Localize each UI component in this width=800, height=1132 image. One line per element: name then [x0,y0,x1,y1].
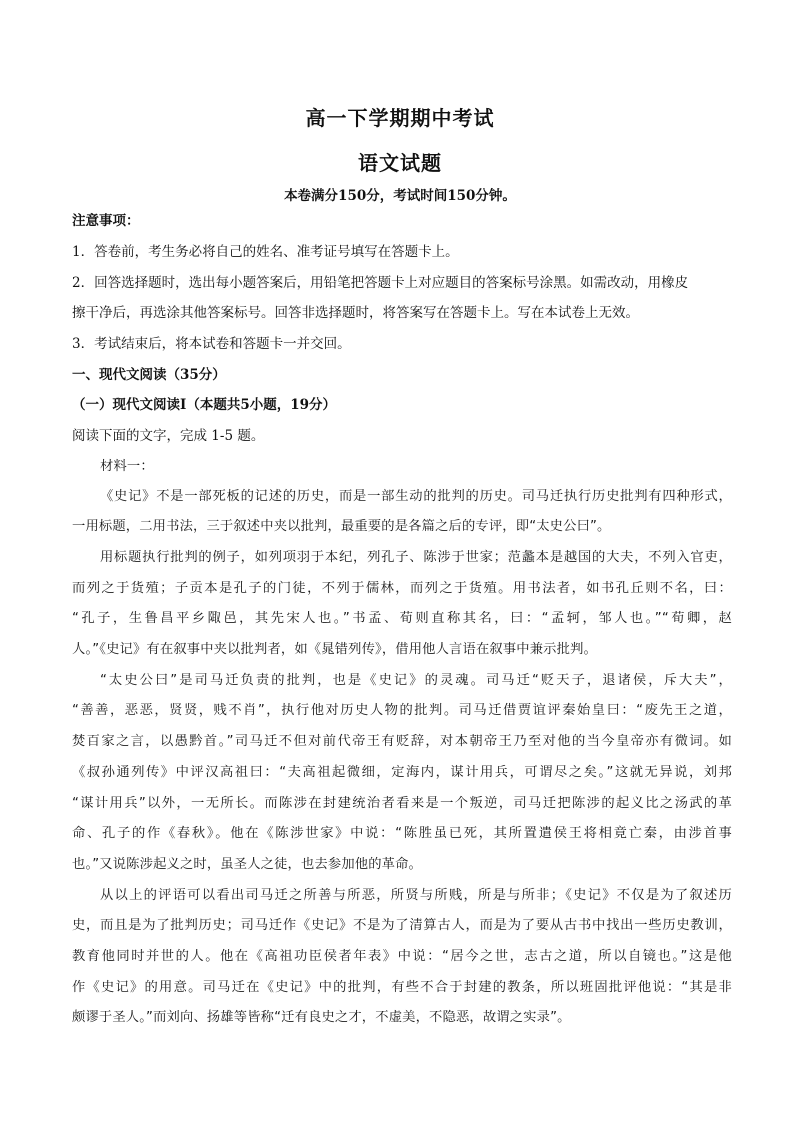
passage-line: 教育他同时并世的人。他在《高祖功臣侯者年表》中说：“居今之世，志古之道，所以自镜也。”这是他 [72,949,732,964]
section-heading: 一、现代文阅读（35分） [72,367,226,383]
passage-line: “谋计用兵”以外，一无所长。而陈涉在封建统治者看来是一个叛逆，司马迁把陈涉的起义比之汤武的革 [72,796,732,811]
material-label: 材料一： [100,459,154,474]
subsection-heading: （一）现代文阅读Ⅰ（本题共5小题，19分） [72,397,336,413]
passage-line: 而列之于货殖；子贡本是孔子的门徒，不列于儒林，而列之于货殖。用书法者，如书孔丘则不名，曰： [72,581,732,596]
passage-line: “孔子，生鲁昌平乡陬邑，其先宋人也。”书孟、荀则直称其名，曰：“孟轲，邹人也。”“荀卿，赵 [72,611,732,626]
passage-line: “太史公曰”是司马迁负责的批判，也是《史记》的灵魂。司马迁“贬天子，退诸侯，斥大夫”， [100,673,732,688]
passage-line: 从以上的评语可以看出司马迁之所善与所恶，所贤与所贱，所是与所非；《史记》不仅是为了叙述历 [100,888,732,903]
passage-line: 《史记》不是一部死板的记述的历史，而是一部生动的批判的历史。司马迁执行历史批判有四种形式， [100,489,732,504]
notes-item: 1．答卷前，考生务必将自己的姓名、准考证号填写在答题卡上。 [72,244,459,260]
passage-line: 史，而且是为了批判历史；司马迁作《史记》不是为了清算古人，而是为了要从古书中找出一些历史教训， [72,918,732,933]
notes-item: 擦干净后，再选涂其他答案标号。回答非选择题时，将答案写在答题卡上。写在本试卷上无效。 [72,305,639,321]
exam-title: 高一下学期期中考试 [305,106,495,130]
passage-line: 焚百家之言，以愚黔首。”司马迁不但对前代帝王有贬辞，对本朝帝王乃至对他的当今皇帝亦有微词。如 [72,734,732,749]
passage-line: 颇谬于圣人。”而刘向、扬雄等皆称“迁有良史之才，不虚美，不隐恶，故谓之实录”。 [72,1010,571,1025]
passage-line: 用标题执行批判的例子，如列项羽于本纪，列孔子、陈涉于世家；范蠡本是越国的大夫，不列入官吏， [100,550,732,565]
passage-line: “善善，恶恶，贤贤，贱不肖”，执行他对历史人物的批判。司马迁借贾谊评秦始皇曰：“废先王之道， [72,703,732,718]
passage-line: 命、孔子的作《春秋》。他在《陈涉世家》中说：“陈胜虽已死，其所置遣侯王将相竟亡秦，由涉首事 [72,826,732,841]
exam-info: 本卷满分150分，考试时间150分钟。 [284,188,516,204]
instruction-text: 阅读下面的文字，完成 1-5 题。 [72,428,265,444]
subject-title: 语文试题 [358,151,442,175]
notes-heading: 注意事项： [72,213,140,229]
passage-line: 一用标题，二用书法，三于叙述中夹以批判，最重要的是各篇之后的专评，即“太史公曰”。 [72,519,611,534]
passage-line: 《叔孙通列传》中评汉高祖曰：“夫高祖起微细，定海内，谋计用兵，可谓尽之矣。”这就无异说，刘邦 [72,765,732,780]
notes-item: 2．回答选择题时，选出每小题答案后，用铅笔把答题卡上对应题目的答案标号涂黑。如需改动，用橡皮 [72,275,689,291]
passage-line: 也。”又说陈涉起义之时，虽圣人之徒，也去参加他的革命。 [72,857,423,872]
passage-line: 作《史记》的用意。司马迁在《史记》中的批判，有些不合于封建的教条，所以班固批评他说：“其是非 [72,980,732,995]
notes-item: 3．考试结束后，将本试卷和答题卡一并交回。 [72,336,351,352]
passage-line: 人。”《史记》有在叙事中夹以批判者，如《晁错列传》，借用他人言语在叙事中兼示批判。 [72,642,597,657]
